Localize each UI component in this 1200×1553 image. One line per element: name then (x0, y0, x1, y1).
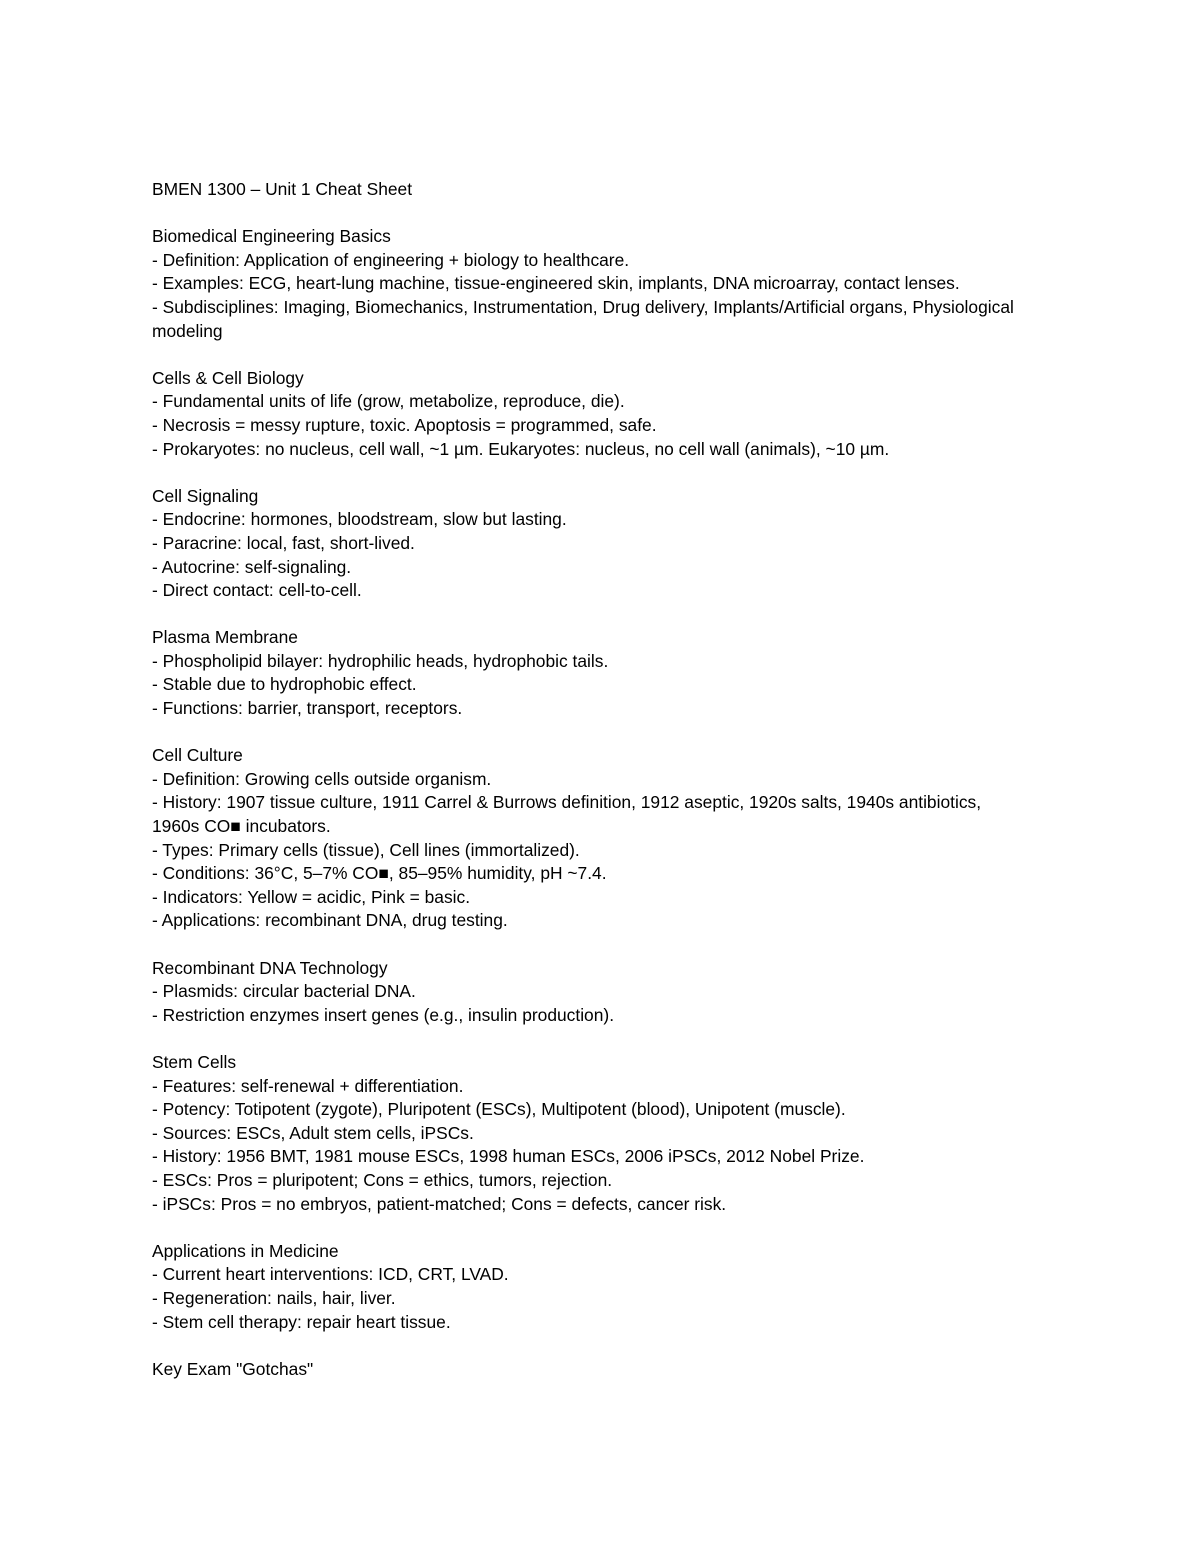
section-heading: Cell Culture (152, 745, 243, 766)
section-line: - Types: Primary cells (tissue), Cell lines (immortalized). (152, 839, 580, 860)
section-line: - Plasmids: circular bacterial DNA. (152, 981, 416, 1002)
section-key-exam-gotchas (152, 1358, 1022, 1382)
section-line: - Regeneration: nails, hair, liver. (152, 1287, 396, 1308)
section-heading: Biomedical Engineering Basics (152, 226, 391, 247)
section-line: - Sources: ESCs, Adult stem cells, iPSCs. (152, 1122, 474, 1143)
section-line: - Stem cell therapy: repair heart tissue. (152, 1311, 451, 1332)
section-line: - iPSCs: Pros = no embryos, patient-matched; Cons = defects, cancer risk. (152, 1193, 727, 1214)
section-line: - History: 1907 tissue culture, 1911 Carrel & Burrows definition, 1912 aseptic, 1920s salts, 1940s antibiotics, 1960s CO■ incubators. (152, 792, 982, 837)
section-heading: Cells & Cell Biology (152, 367, 304, 388)
section-heading: Cell Signaling (152, 485, 259, 506)
section-line: - Prokaryotes: no nucleus, cell wall, ~1 µm. Eukaryotes: nucleus, no cell wall (animals), ~10 µm. (152, 438, 890, 459)
section-line: - Applications: recombinant DNA, drug testing. (152, 910, 508, 931)
section-line: - Current heart interventions: ICD, CRT, LVAD. (152, 1264, 509, 1285)
section-cells-cell-biology (152, 367, 1022, 461)
section-line: - Stable due to hydrophobic effect. (152, 674, 417, 695)
section-heading: Key Exam "Gotchas" (152, 1358, 314, 1379)
section-line: - Phospholipid bilayer: hydrophilic heads, hydrophobic tails. (152, 650, 609, 671)
section-line: - Direct contact: cell-to-cell. (152, 580, 362, 601)
section-line: - Fundamental units of life (grow, metabolize, reproduce, die). (152, 391, 625, 412)
section-heading: Applications in Medicine (152, 1240, 339, 1261)
document-title: BMEN 1300 – Unit 1 Cheat Sheet (152, 179, 413, 199)
section-line: - Definition: Growing cells outside organism. (152, 768, 492, 789)
section-line: - Examples: ECG, heart-lung machine, tissue-engineered skin, implants, DNA microarray, contact lenses. (152, 273, 960, 294)
section-line: - Subdisciplines: Imaging, Biomechanics, Instrumentation, Drug delivery, Implants/Artificial organs, Physiological modeling (152, 296, 1014, 341)
section-heading: Stem Cells (152, 1051, 237, 1072)
section-line: - Endocrine: hormones, bloodstream, slow but lasting. (152, 509, 567, 530)
section-line: - Restriction enzymes insert genes (e.g., insulin production). (152, 1004, 615, 1025)
section-cell-culture (152, 744, 1022, 933)
section-line: - Indicators: Yellow = acidic, Pink = basic. (152, 886, 471, 907)
section-cell-signaling (152, 485, 1022, 603)
document-page (152, 178, 1022, 1405)
section-line: - Autocrine: self-signaling. (152, 556, 352, 577)
section-line: - Features: self-renewal + differentiation. (152, 1075, 464, 1096)
section-biomedical-engineering-basics (152, 225, 1022, 343)
section-line: - Potency: Totipotent (zygote), Pluripotent (ESCs), Multipotent (blood), Unipotent (muscle). (152, 1099, 846, 1120)
section-line: - Conditions: 36°C, 5–7% CO■, 85–95% humidity, pH ~7.4. (152, 863, 607, 884)
section-stem-cells (152, 1051, 1022, 1216)
section-applications-in-medicine (152, 1240, 1022, 1334)
section-line: - Necrosis = messy rupture, toxic. Apoptosis = programmed, safe. (152, 414, 657, 435)
section-heading: Plasma Membrane (152, 627, 298, 648)
section-line: - ESCs: Pros = pluripotent; Cons = ethics, tumors, rejection. (152, 1169, 613, 1190)
section-plasma-membrane (152, 626, 1022, 720)
section-line: - Definition: Application of engineering + biology to healthcare. (152, 249, 630, 270)
section-line: - History: 1956 BMT, 1981 mouse ESCs, 1998 human ESCs, 2006 iPSCs, 2012 Nobel Prize. (152, 1146, 865, 1167)
section-recombinant-dna-technology (152, 957, 1022, 1028)
section-line: - Paracrine: local, fast, short-lived. (152, 532, 415, 553)
section-heading: Recombinant DNA Technology (152, 957, 388, 978)
section-line: - Functions: barrier, transport, receptors. (152, 698, 463, 719)
